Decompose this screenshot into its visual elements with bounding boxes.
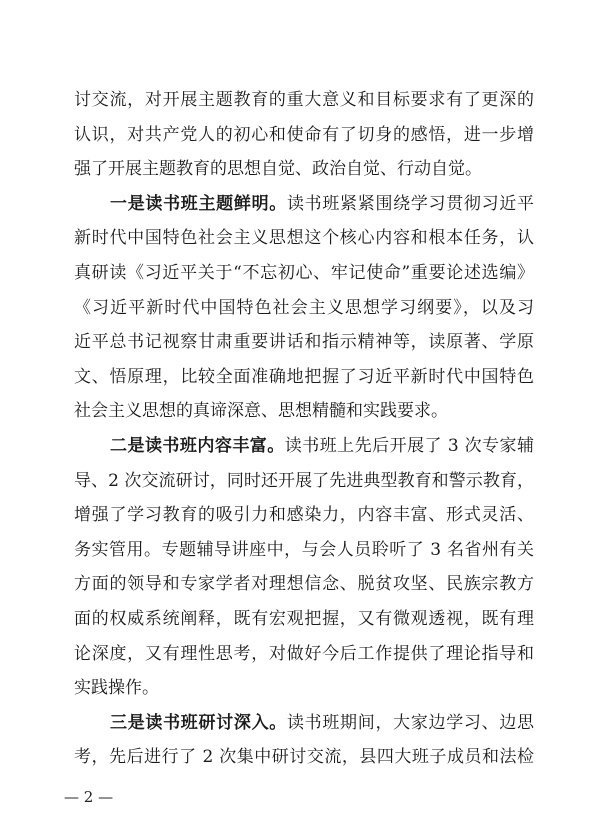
- text-run: 读书班期间，大家边学习、边思: [286, 712, 535, 733]
- paragraph-heading: 三是读书班研讨深入。: [110, 712, 287, 733]
- text-line: 认识，对共产党人的初心和使命有了切身的感悟，进一步增: [74, 124, 534, 145]
- text-line: 新时代中国特色社会主义思想这个核心内容和根本任务，认: [74, 228, 534, 249]
- text-run: 读书班紧紧围绕学习贯彻习近平: [286, 193, 535, 214]
- text-line: 真研读《习近平关于“不忘初心、牢记使命”重要论述选编》: [74, 262, 534, 283]
- text-line: 实践操作。: [74, 678, 159, 699]
- text-line: 方面的领导和专家学者对理想信念、脱贫攻坚、民族宗教方: [74, 574, 534, 595]
- text-line: 面的权威系统阐释，既有宏观把握，又有微观透视，既有理: [74, 608, 534, 629]
- text-run: 读书班上先后开展了 3 次专家辅: [284, 435, 535, 456]
- text-line: 论深度，又有理性思考，对做好今后工作提供了理论指导和: [74, 643, 534, 664]
- paragraph-first-line: [74, 187, 534, 222]
- text-line: 文、悟原理，比较全面准确地把握了习近平新时代中国特色: [74, 366, 534, 387]
- text-line: 考，先后进行了 2 次集中研讨交流，县四大班子成员和法检: [74, 747, 534, 768]
- paragraph-first-line: [74, 429, 534, 464]
- text-line: 社会主义思想的真谛深意、思想精髓和实践要求。: [74, 401, 448, 422]
- text-line: 导、2 次交流研讨，同时还开展了先进典型教育和警示教育，: [74, 470, 534, 491]
- text-line: 强了开展主题教育的思想自觉、政治自觉、行动自觉。: [74, 159, 482, 180]
- text-line: 《习近平新时代中国特色社会主义思想学习纲要》，以及习: [74, 297, 534, 318]
- text-line: 近平总书记视察甘肃重要讲话和指示精神等，读原著、学原: [74, 332, 534, 353]
- paragraph-heading: 二是读书班内容丰富。: [110, 435, 285, 456]
- text-line: 讨交流，对开展主题教育的重大意义和目标要求有了更深的: [74, 90, 534, 110]
- body-text: [74, 83, 534, 775]
- paragraph-heading: 一是读书班主题鲜明。: [110, 193, 287, 214]
- text-line: 务实管用。专题辅导讲座中，与会人员聆听了 3 名省州有关: [74, 539, 534, 560]
- text-line: 增强了学习教育的吸引力和感染力，内容丰富、形式灵活、: [74, 505, 534, 526]
- page-number: — 2 —: [64, 788, 114, 806]
- paragraph-first-line: [74, 706, 534, 741]
